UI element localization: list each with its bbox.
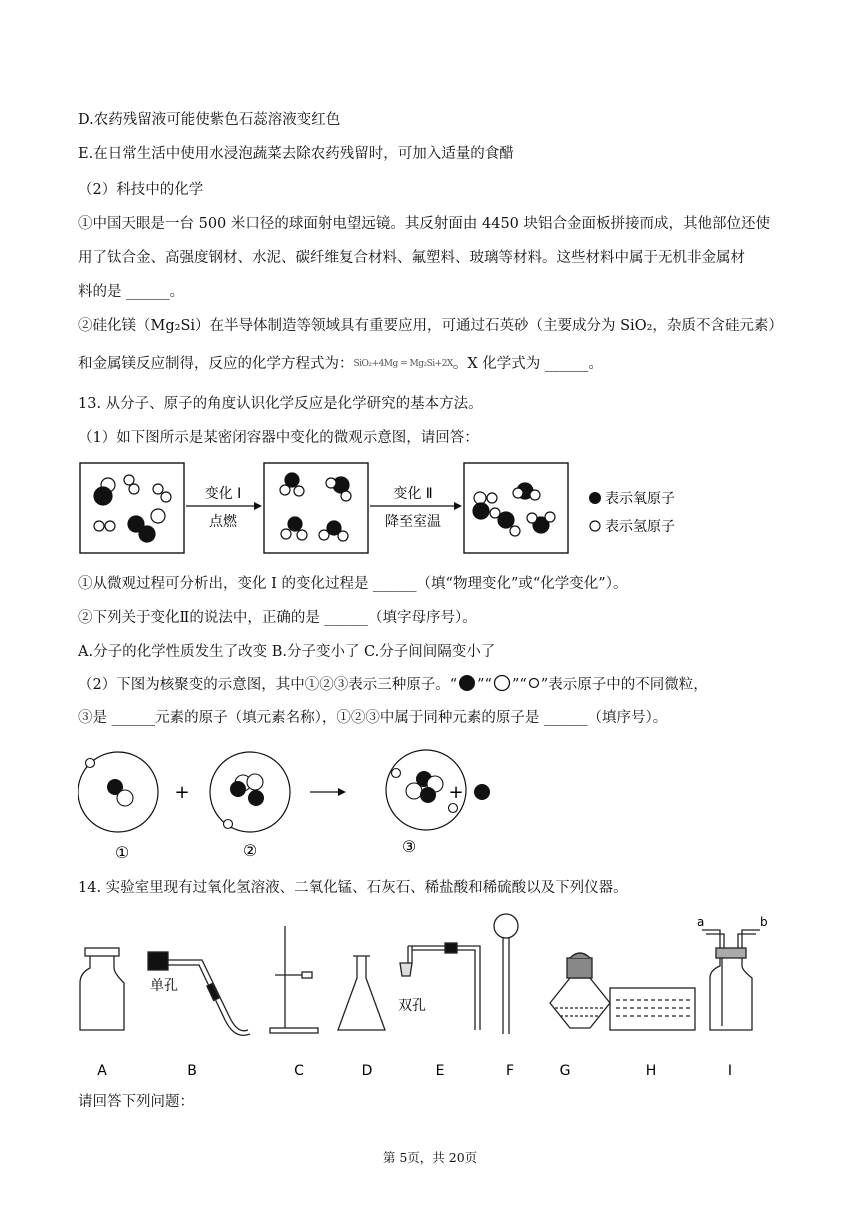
question-13-part1: （1）如下图所示是某密闭容器中变化的微观示意图，请回答：: [78, 430, 479, 446]
atom-1-label: ①: [114, 843, 130, 862]
nucleon-black-icon: [457, 674, 477, 692]
change1-condition: 点燃: [209, 514, 237, 530]
page-footer: 第 5页，共 20页: [382, 1150, 478, 1165]
question-13-title: 13. 从分子、原子的角度认识化学反应是化学研究的基本方法。: [78, 396, 483, 412]
question-13-part2-1: [78, 674, 708, 695]
change2-condition: 降至室温: [385, 514, 441, 530]
legend-oxygen: 表示氧原子: [605, 491, 675, 507]
single-hole-label: 单孔: [150, 978, 178, 994]
apparatus-label-a: A: [97, 1063, 107, 1079]
fusion-diagram: [78, 740, 518, 865]
para-tianyan-2: 用了钛合金、高强度钢材、水泥、碳纤维复合材料、氟塑料、玻璃等材料。这些材料中属于无机非金属材: [78, 250, 745, 266]
option-d: D.农药残留液可能使紫色石蕊溶液变红色: [78, 112, 341, 128]
oxygen-atom-icon: [589, 492, 601, 504]
option-e: E.在日常生活中使用水浸泡蔬菜去除农药残留时，可加入适量的食醋: [78, 146, 514, 162]
para-tianyan-1: ①中国天眼是一台 500 米口径的球面射电望远镜。其反射面由 4450 块铝合金面板拼接而成，其他部位还使: [78, 216, 771, 232]
chemical-equation-image: SiO₂+4Mg = Mg₂Si+2X: [353, 359, 453, 369]
change2-label: 变化 Ⅱ: [393, 486, 433, 502]
hydrogen-atom-icon: [590, 521, 600, 531]
part2-text-a: （2）下图为核聚变的示意图，其中①②③表示三种原子。“: [78, 677, 458, 693]
apparatus-label-g: G: [559, 1063, 571, 1079]
question-13-1-a: ①从微观过程可分析出，变化 I 的变化过程是 ______（填“物理变化”或“化学变化”）。: [78, 576, 628, 592]
part2-text-c: ”“: [511, 677, 527, 693]
question-14-title: 14. 实验室里现有过氧化氢溶液、二氧化锰、石灰石、稀盐酸和稀硫酸以及下列仪器。: [78, 880, 628, 896]
question-13-part2-2: ③是 ______元素的原子（填元素名称），①②③中属于同种元素的原子是 ______（填序号）。: [78, 710, 668, 726]
para-mg2si-1: ②硅化镁（Mg₂Si）在半导体制造等领域具有重要应用，可通过石英砂（主要成分为 SiO₂，杂质不含硅元素）: [78, 318, 783, 334]
electron-icon: [527, 674, 541, 692]
double-hole-label: 双孔: [398, 998, 426, 1014]
equation-intro: 和金属镁反应制得，反应的化学方程式为：: [78, 356, 354, 372]
equation-question: 。X 化学式为 ______。: [452, 356, 603, 372]
apparatus-label-e: E: [435, 1063, 445, 1079]
part2-text-d: ”表示原子中的不同微粒，: [540, 677, 708, 693]
para-mg2si-2: [78, 354, 603, 374]
micro-change-diagram: [78, 458, 698, 558]
part2-text-b: ”“: [477, 677, 492, 693]
legend-hydrogen: 表示氢原子: [605, 519, 675, 535]
apparatus-label-b: B: [187, 1063, 197, 1079]
plus-sign-2: +: [448, 782, 464, 803]
section-heading-tech: （2）科技中的化学: [78, 182, 204, 198]
plus-sign-1: +: [174, 782, 190, 803]
atom-3-label: ③: [401, 837, 417, 856]
apparatus-label-c: C: [294, 1063, 304, 1079]
apparatus-label-h: H: [645, 1063, 657, 1079]
para-tianyan-3: 料的是 ______。: [78, 284, 185, 300]
apparatus-label-f: F: [505, 1063, 515, 1079]
nucleon-white-icon: [492, 674, 512, 692]
question-13-options: A.分子的化学性质发生了改变 B.分子变小了 C.分子间间隔变小了: [78, 644, 496, 660]
atom-2-label: ②: [242, 841, 258, 860]
question-14-prompt: 请回答下列问题：: [78, 1094, 194, 1110]
apparatus-label-i: I: [727, 1063, 733, 1079]
change1-label: 变化 I: [204, 486, 242, 502]
port-b-label: b: [760, 915, 768, 929]
question-13-1-b: ②下列关于变化Ⅱ的说法中，正确的是 ______（填字母序号）。: [78, 610, 477, 626]
apparatus-label-d: D: [361, 1063, 373, 1079]
port-a-label: a: [697, 915, 705, 929]
apparatus-diagram: [70, 908, 790, 1080]
